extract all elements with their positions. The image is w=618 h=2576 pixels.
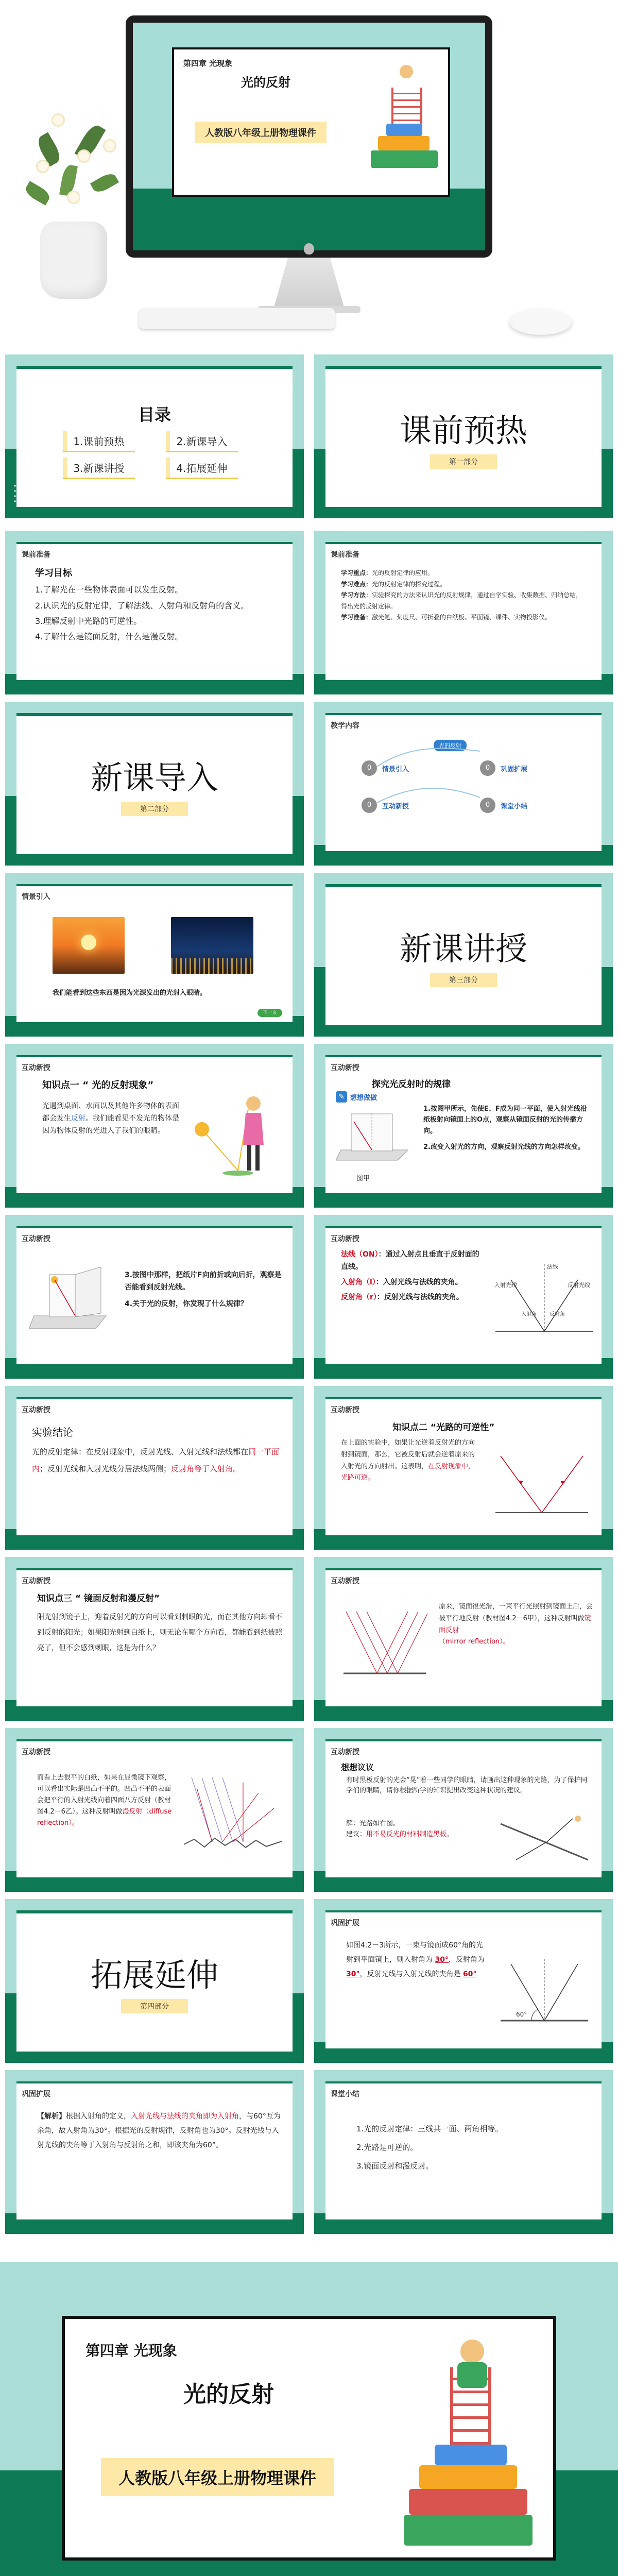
term-normal: 法线（ON） bbox=[341, 1250, 379, 1259]
k3b-red: 镜面反射 bbox=[439, 1614, 591, 1634]
content-num-4: 0 bbox=[480, 798, 495, 813]
slide-tag: 互动新授 bbox=[331, 1748, 359, 1756]
prep-label-1: 学习重点： bbox=[341, 569, 372, 577]
outro-title: 光的反射 bbox=[183, 2381, 274, 2408]
diffuse-reflection-diagram bbox=[181, 1772, 284, 1855]
reversible-path-diagram bbox=[490, 1435, 593, 1523]
k1b-step-1: 1.按图甲所示，先使E、F成为同一平面，使入射光线沿纸板射向镜面上的O点，观察从镜面反射的光的传播方向。 bbox=[423, 1105, 587, 1135]
content-num-2: 0 bbox=[480, 760, 495, 776]
slide-section-1 bbox=[314, 354, 613, 518]
monitor-screen bbox=[133, 23, 485, 250]
think-answer: 解：光路如右图。 bbox=[346, 1820, 400, 1827]
k2-heading: 知识点二 “光路的可逆性” bbox=[392, 1422, 495, 1433]
slide-toc bbox=[5, 354, 304, 518]
diagram-label-incident: 入射光线 bbox=[494, 1282, 517, 1289]
slide-think bbox=[314, 1728, 613, 1892]
slide-k1d bbox=[314, 1215, 613, 1379]
prep-text-3: 实验探究的方法来认识光的反射规律，通过自学实验、收集数据、归纳总结，得出光的反射定律。 bbox=[341, 591, 582, 610]
slide-tag: 课前准备 bbox=[331, 551, 359, 559]
keyboard bbox=[139, 308, 335, 329]
slide-tag: 互动新授 bbox=[331, 1235, 359, 1243]
slide-tag: 巩固扩展 bbox=[22, 2090, 50, 2098]
diagram-label-normal: 法线 bbox=[547, 1263, 558, 1270]
ext-answer-2[interactable]: 30° bbox=[346, 1970, 360, 1978]
outro-card bbox=[62, 2316, 556, 2561]
prep-text-2: 光的反射定律的探究过程。 bbox=[372, 580, 447, 588]
folded-paper-figure bbox=[29, 1264, 116, 1331]
k1-heading: 知识点一 “ 光的反射现象” bbox=[42, 1080, 154, 1091]
slide-k2 bbox=[314, 1386, 613, 1550]
outro-chapter: 第四章 光现象 bbox=[85, 2342, 177, 2359]
content-num-1: 0 bbox=[362, 760, 377, 776]
term-normal-def: ：通过入射点且垂直于反射面的直线。 bbox=[341, 1250, 479, 1271]
slide-goals bbox=[5, 531, 304, 694]
toc-title: 目录 bbox=[138, 405, 171, 425]
vase bbox=[40, 222, 107, 299]
slide-tag: 互动新授 bbox=[22, 1406, 50, 1414]
k1b-think: 想想做做 bbox=[350, 1094, 377, 1102]
section-1-part: 第一部分 bbox=[430, 454, 497, 469]
section-4-title: 拓展延伸 bbox=[90, 1956, 219, 1994]
summary-item-2: 2.光路是可逆的。 bbox=[356, 2143, 418, 2152]
term-reflect: 反射角（r） bbox=[341, 1293, 377, 1302]
goal-4: 4.了解什么是镜面反射，什么是漫反射。 bbox=[35, 632, 183, 642]
outro-subtitle: 人教版八年级上册物理课件 bbox=[101, 2458, 334, 2496]
section-3-part: 第三部分 bbox=[430, 973, 497, 987]
think-red: 用不易反光的材料制造黑板。 bbox=[366, 1830, 454, 1838]
conclusion-heading: 实验结论 bbox=[32, 1426, 73, 1438]
monitor bbox=[126, 15, 492, 258]
slide-tag: 巩固扩展 bbox=[331, 1919, 359, 1927]
slide-ext bbox=[314, 1899, 613, 2063]
slide-section-4 bbox=[5, 1899, 304, 2063]
slide-tag: 互动新授 bbox=[22, 1748, 50, 1756]
monitor-stand bbox=[274, 258, 344, 307]
prep-label-3: 学习方法： bbox=[341, 591, 372, 599]
ext2-red: 入射光线与法线的夹角即为入射角 bbox=[131, 2112, 239, 2121]
slide-tag: 互动新授 bbox=[22, 1064, 50, 1072]
ext-answer-3[interactable]: 60° bbox=[462, 1970, 477, 1978]
k1b-step-2: 2.改变入射光的方向，观察反射光线的方向怎样改变。 bbox=[423, 1143, 585, 1151]
term-incident-def: ：入射光线与法线的夹角。 bbox=[375, 1278, 462, 1286]
hero-title: 光的反射 bbox=[241, 75, 290, 90]
prep-label-4: 学习准备： bbox=[341, 614, 372, 621]
think-suggest: 建议： bbox=[346, 1830, 367, 1838]
slide-tag: 互动新授 bbox=[22, 1577, 50, 1585]
next-page-button[interactable]: 下一页 bbox=[258, 1009, 282, 1017]
slide-k1c bbox=[5, 1215, 304, 1379]
content-item-1[interactable]: 情景引入 bbox=[382, 766, 409, 773]
content-item-3[interactable]: 互动新授 bbox=[382, 803, 409, 810]
slide-k3b bbox=[314, 1557, 613, 1721]
outro-books-ladder-illustration bbox=[404, 2329, 533, 2546]
goals-heading: 学习目标 bbox=[35, 568, 72, 579]
section-1-title: 课前预热 bbox=[399, 412, 528, 449]
prep-text-4: 激光笔、刻度尺、可折叠的白纸板、平面镜、课件、实物投影仪。 bbox=[372, 614, 552, 621]
k1-text: 光遇到桌面、水面以及其他许多物体的表面都会发生 bbox=[42, 1102, 179, 1123]
k2-red: 在反射现象中，光路可逆。 bbox=[341, 1462, 475, 1482]
k1c-step-4: 4.关于光的反射，你发现了什么规律？ bbox=[125, 1299, 248, 1308]
blackboard-glare-diagram bbox=[495, 1814, 593, 1870]
prep-text-1: 光的反射定律的应用。 bbox=[372, 569, 434, 577]
city-night-photo bbox=[171, 917, 253, 974]
k2-text: 在上面的实验中，如果让光逆着反射光的方向射到镜面，那么，它被反射后就会逆着原来的入射光的方向射出。这表明， bbox=[341, 1439, 475, 1470]
slide-k3 bbox=[5, 1557, 304, 1721]
reflection-angle-diagram bbox=[490, 1254, 598, 1347]
k3-text: 阳光射到镜子上，迎着反射光的方向可以看到刺眼的光，而在其他方向却看不到反射的阳光；如果阳光射到白纸上，则无论在哪个方向看，都能看到纸被照亮了，但不会感到刺眼，这是为什么？ bbox=[37, 1613, 282, 1653]
goal-1: 1.了解光在一些物体表面可以发生反射。 bbox=[35, 585, 183, 595]
k1c-step-3: 3.按图中那样，把纸片F向前折或向后折，观察是否能看到反射光线。 bbox=[125, 1271, 282, 1292]
slide-k3c bbox=[5, 1728, 304, 1892]
k1-highlight: 反射 bbox=[71, 1114, 85, 1123]
experiment-figure bbox=[336, 1109, 413, 1165]
slide-tag: 课前准备 bbox=[22, 551, 50, 559]
slide-ext2 bbox=[5, 2070, 304, 2234]
goal-3: 3.理解反射中光路的可逆性。 bbox=[35, 616, 142, 626]
sunset-photo bbox=[53, 917, 125, 974]
hero-subtitle: 人教版八年级上册物理课件 bbox=[195, 122, 327, 143]
prep-label-2: 学习难点： bbox=[341, 580, 372, 588]
slide-tag: 互动新授 bbox=[22, 1235, 50, 1243]
hero-section bbox=[0, 0, 618, 350]
content-item-4[interactable]: 课堂小结 bbox=[501, 803, 528, 810]
hero-slide-card bbox=[172, 47, 450, 197]
k3c-text: 而看上去很平的白纸，如果在显微镜下观察，可以看出实际是凹凸不平的。凹凸不平的表面会把平行的入射光线向着四面八方反射（教材图4.2－6乙）。这种反射叫做 bbox=[37, 1774, 171, 1816]
conclusion-text-2: ；反射光线和入射光线分居法线两侧； bbox=[40, 1464, 171, 1473]
intro-caption: 我们能看到这些东西是因为光源发出的光射入眼睛。 bbox=[53, 989, 207, 997]
term-reflect-def: ：反射光线与法线的夹角。 bbox=[376, 1293, 464, 1302]
outro-section bbox=[0, 2262, 618, 2576]
summary-item-3: 3.镜面反射和漫反射。 bbox=[356, 2161, 434, 2171]
k3b-red-2: （mirror reflection）。 bbox=[439, 1638, 510, 1646]
toc-item-3[interactable]: 3.新课讲授 bbox=[63, 457, 135, 479]
section-2-part: 第二部分 bbox=[121, 802, 188, 816]
slide-tag: 教学内容 bbox=[331, 722, 359, 730]
slide-k1 bbox=[5, 1044, 304, 1208]
toc-item-4[interactable]: 4.拓展延伸 bbox=[166, 457, 238, 479]
toc-item-2[interactable]: 2.新课导入 bbox=[166, 431, 238, 452]
angle-label: 60° bbox=[516, 2011, 527, 2018]
think-heading: 想想议议 bbox=[341, 1762, 374, 1772]
goal-2: 2.认识光的反射定律，了解法线、入射角和反射角的含义。 bbox=[35, 600, 249, 611]
k1b-heading: 探究光反射时的规律 bbox=[372, 1079, 451, 1090]
slide-tag: 互动新授 bbox=[331, 1064, 359, 1072]
content-item-2[interactable]: 巩固扩展 bbox=[501, 766, 528, 773]
slide-tag: 情景引入 bbox=[22, 893, 50, 901]
section-2-title: 新课导入 bbox=[90, 759, 219, 796]
k3c-red: 漫反射（diffuse reflection）。 bbox=[37, 1808, 172, 1827]
slide-section-2 bbox=[5, 702, 304, 866]
ext-text-2: ，反射角为 bbox=[448, 1956, 485, 1964]
conclusion-red-2: 反射角等于入射角。 bbox=[171, 1464, 241, 1473]
conclusion-red-1: 同一平面内 bbox=[32, 1447, 280, 1473]
slide-conclusion bbox=[5, 1386, 304, 1550]
k1b-fig-caption: 图甲 bbox=[356, 1175, 370, 1182]
ext2-text-1: 根据入射角的定义， bbox=[66, 2112, 131, 2121]
term-incident: 入射角（i） bbox=[341, 1278, 376, 1286]
books-ladder-illustration bbox=[371, 60, 438, 168]
ext-text-1: 如图4.2－3所示，一束与镜面成60°角的光射到平面镜上，则入射角为 bbox=[346, 1941, 483, 1964]
k3b-text: 原来，镜面很光滑，一束平行光照射到镜面上后，会被平行地反射（教材图4.2－6甲），这种反射叫做 bbox=[439, 1603, 593, 1622]
diagram-label-angle-r: 反射角 bbox=[550, 1312, 565, 1317]
slide-tag: 互动新授 bbox=[331, 1577, 359, 1585]
ext-text-3: ，反射光线与入射光线的夹角是 bbox=[359, 1970, 461, 1978]
wrench-icon: ✎ bbox=[336, 1091, 347, 1103]
section-4-part: 第四部分 bbox=[121, 1999, 188, 2013]
hero-chapter: 第四章 光现象 bbox=[183, 59, 233, 68]
mouse bbox=[510, 309, 572, 335]
think-text: 有时黑板反射的光会“晃”着一些同学的眼睛，请画出这种现象的光路，为了保护同学们的眼睛，请你根据所学的知识提出改变这种状况的建议。 bbox=[346, 1776, 588, 1794]
k3-heading: 知识点三 “ 镜面反射和漫反射” bbox=[37, 1594, 160, 1604]
girl-sun-illustration bbox=[186, 1088, 279, 1186]
slide-tag: 互动新授 bbox=[331, 1406, 359, 1414]
conclusion-text-1: 光的反射定律：在反射现象中，反射光线、入射光线和法线都在 bbox=[32, 1447, 249, 1456]
content-connector-lines bbox=[377, 746, 511, 808]
diagram-label-reflect: 反射光线 bbox=[568, 1282, 590, 1289]
slide-prep bbox=[314, 531, 613, 694]
slide-intro bbox=[5, 873, 304, 1037]
slide-section-3 bbox=[314, 873, 613, 1037]
ext2-text-2: ，与60°互为余角，故入射角为30°。根据光的反射规律，反射角也为30°。反射光线与入射光线的夹角等于入射角与反射角之和，即该夹角为60°。 bbox=[37, 2112, 281, 2149]
mirror-reflection-diagram bbox=[341, 1601, 428, 1684]
slide-summary bbox=[314, 2070, 613, 2234]
diagram-label-angle-i: 入射角 bbox=[521, 1312, 537, 1317]
toc-item-1[interactable]: 1.课前预热 bbox=[63, 431, 135, 452]
angle-60-diagram bbox=[495, 1948, 593, 2036]
section-3-title: 新课讲授 bbox=[399, 930, 528, 968]
summary-item-1: 1.光的反射定律：三线共一面、两角相等。 bbox=[356, 2124, 503, 2133]
ext2-label: 【解析】 bbox=[37, 2112, 66, 2121]
apple-logo-icon bbox=[304, 243, 314, 255]
slide-content bbox=[314, 702, 613, 866]
slide-k1b bbox=[314, 1044, 613, 1208]
content-bubble: 光的反射 bbox=[434, 740, 467, 751]
ext-answer-1[interactable]: 30° bbox=[435, 1956, 449, 1964]
slide-tag: 课堂小结 bbox=[331, 2090, 359, 2098]
content-num-3: 0 bbox=[362, 798, 377, 813]
k1-text2: 。我们能看见不发光的物体是因为物体反射的光进入了我们的眼睛。 bbox=[42, 1114, 179, 1135]
